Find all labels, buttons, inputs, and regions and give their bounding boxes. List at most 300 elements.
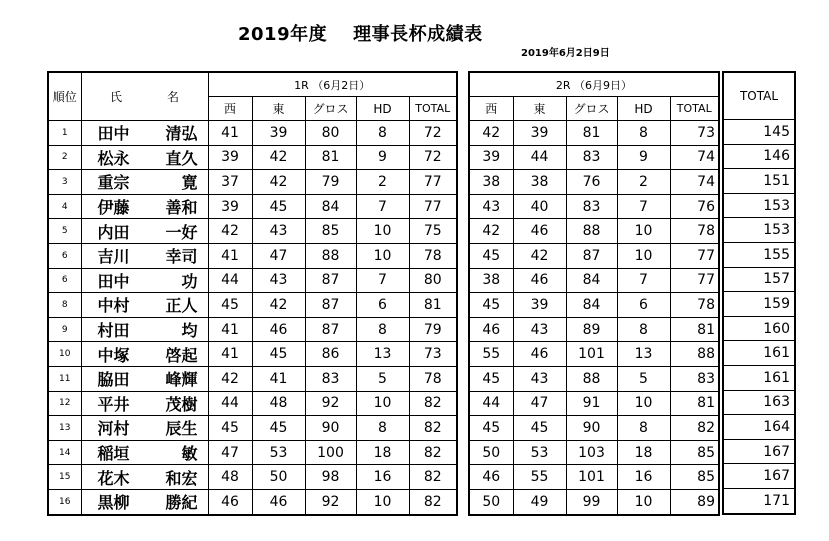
r2-total-cell: 74	[670, 145, 719, 170]
player-given-name: 勝紀	[165, 493, 198, 513]
player-name-cell	[81, 268, 208, 293]
player-family-name: 中塚	[97, 345, 130, 365]
r1-west-cell: 41	[208, 121, 252, 146]
table-row	[48, 465, 457, 490]
table-row	[469, 194, 719, 219]
table-row	[48, 219, 457, 244]
player-given-name: 幸司	[165, 247, 198, 267]
rank-cell: 6	[48, 243, 81, 268]
table-row	[48, 243, 457, 268]
r2-hd-cell: 8	[617, 416, 670, 441]
r2-gross-header: グロス	[566, 97, 617, 121]
r1-hd-cell: 10	[356, 489, 409, 514]
r2-west-cell: 45	[469, 366, 513, 391]
r2-west-cell: 55	[469, 342, 513, 367]
r2-west-cell: 42	[469, 121, 513, 146]
r1-hd-cell: 2	[356, 170, 409, 195]
rank-cell: 11	[48, 366, 81, 391]
r1-gross-cell: 87	[305, 317, 356, 342]
r2-gross-cell: 83	[566, 145, 617, 170]
r1-total-cell: 82	[409, 489, 457, 514]
rank-cell: 13	[48, 416, 81, 441]
r1-west-header: 西	[208, 97, 252, 121]
player-family-name: 黒柳	[97, 493, 130, 513]
name-header-given: 名	[166, 90, 179, 104]
table-row	[48, 440, 457, 465]
table-row	[723, 267, 795, 292]
r1-total-cell: 79	[409, 317, 457, 342]
table-row	[723, 242, 795, 267]
r1-gross-cell: 92	[305, 489, 356, 514]
grand-total-cell: 145	[723, 120, 795, 145]
r1-total-cell: 78	[409, 366, 457, 391]
player-name-cell	[81, 293, 208, 318]
r1-gross-cell: 83	[305, 366, 356, 391]
r2-west-cell: 38	[469, 170, 513, 195]
player-family-name: 花木	[97, 468, 130, 488]
grand-total-cell: 161	[723, 341, 795, 366]
r2-gross-cell: 101	[566, 342, 617, 367]
page-title	[238, 20, 483, 46]
player-family-name: 村田	[97, 321, 130, 341]
r1-west-cell: 46	[208, 489, 252, 514]
r1-total-cell: 73	[409, 342, 457, 367]
r2-west-cell: 45	[469, 416, 513, 441]
player-family-name: 松永	[97, 148, 130, 168]
r1-gross-cell: 92	[305, 391, 356, 416]
r2-east-cell: 46	[513, 219, 566, 244]
rank-cell: 9	[48, 317, 81, 342]
table-row	[723, 439, 795, 464]
r2-west-cell: 45	[469, 243, 513, 268]
r2-total-cell: 83	[670, 366, 719, 391]
r1-east-cell: 45	[252, 416, 305, 441]
round1-table	[47, 71, 458, 516]
r1-east-header: 東	[252, 97, 305, 121]
r1-hd-cell: 13	[356, 342, 409, 367]
player-family-name: 河村	[97, 419, 130, 439]
table-row	[48, 317, 457, 342]
r1-east-cell: 43	[252, 219, 305, 244]
player-given-name: 善和	[165, 198, 198, 218]
r1-east-cell: 45	[252, 194, 305, 219]
r1-gross-cell: 87	[305, 268, 356, 293]
r1-east-cell: 43	[252, 268, 305, 293]
table-row	[469, 465, 719, 490]
player-name-cell	[81, 440, 208, 465]
r2-hd-cell: 10	[617, 243, 670, 268]
table-row	[723, 218, 795, 243]
r1-east-cell: 50	[252, 465, 305, 490]
player-given-name: 敏	[181, 444, 198, 464]
player-name-cell	[81, 317, 208, 342]
grand-total-cell: 167	[723, 439, 795, 464]
r2-total-cell: 76	[670, 194, 719, 219]
player-family-name: 稲垣	[97, 444, 130, 464]
r2-hd-cell: 2	[617, 170, 670, 195]
r2-total-cell: 82	[670, 416, 719, 441]
player-given-name: 峰輝	[165, 370, 198, 390]
r1-east-cell: 46	[252, 489, 305, 514]
r1-gross-cell: 100	[305, 440, 356, 465]
r1-hd-cell: 8	[356, 121, 409, 146]
r1-east-cell: 47	[252, 243, 305, 268]
r1-gross-cell: 85	[305, 219, 356, 244]
r2-west-cell: 45	[469, 293, 513, 318]
r1-hd-header: HD	[356, 97, 409, 121]
table-row	[469, 440, 719, 465]
r1-west-cell: 37	[208, 170, 252, 195]
r2-gross-cell: 88	[566, 219, 617, 244]
r1-total-cell: 81	[409, 293, 457, 318]
r1-hd-cell: 16	[356, 465, 409, 490]
r2-total-cell: 81	[670, 317, 719, 342]
player-family-name: 田中	[97, 124, 130, 144]
table-row	[723, 488, 795, 513]
r1-east-cell: 45	[252, 342, 305, 367]
r1-total-cell: 80	[409, 268, 457, 293]
grand-total-cell: 146	[723, 144, 795, 169]
grand-total-table	[722, 71, 796, 515]
r1-total-cell: 72	[409, 145, 457, 170]
grand-total-cell: 160	[723, 316, 795, 341]
r2-east-cell: 40	[513, 194, 566, 219]
r2-gross-cell: 101	[566, 465, 617, 490]
name-header-family: 氏	[109, 90, 122, 104]
event-dates: 2019年6月2日9日	[521, 48, 610, 59]
rank-cell: 8	[48, 293, 81, 318]
r2-hd-cell: 10	[617, 391, 670, 416]
r2-east-cell: 42	[513, 243, 566, 268]
r1-total-header: TOTAL	[409, 97, 457, 121]
grand-total-header: TOTAL	[723, 72, 795, 120]
table-row	[48, 170, 457, 195]
r1-hd-cell: 10	[356, 219, 409, 244]
r1-hd-cell: 7	[356, 268, 409, 293]
r2-east-cell: 43	[513, 366, 566, 391]
table-row	[723, 316, 795, 341]
table-row	[469, 121, 719, 146]
r1-hd-cell: 5	[356, 366, 409, 391]
r2-east-cell: 49	[513, 489, 566, 514]
r2-east-cell: 43	[513, 317, 566, 342]
r1-west-cell: 44	[208, 391, 252, 416]
r2-gross-cell: 81	[566, 121, 617, 146]
player-name-cell	[81, 219, 208, 244]
player-family-name: 内田	[97, 222, 130, 242]
table-row	[48, 489, 457, 514]
r2-hd-cell: 5	[617, 366, 670, 391]
table-row	[723, 169, 795, 194]
table-row	[469, 366, 719, 391]
player-given-name: 均	[181, 321, 198, 341]
r2-gross-cell: 87	[566, 243, 617, 268]
r2-hd-cell: 9	[617, 145, 670, 170]
player-given-name: 茂樹	[165, 394, 198, 414]
r1-west-cell: 45	[208, 416, 252, 441]
r1-hd-cell: 18	[356, 440, 409, 465]
table-row	[469, 342, 719, 367]
r1-gross-cell: 80	[305, 121, 356, 146]
r2-east-cell: 39	[513, 293, 566, 318]
grand-total-cell: 153	[723, 193, 795, 218]
r2-gross-cell: 89	[566, 317, 617, 342]
table-row	[469, 293, 719, 318]
r2-gross-cell: 99	[566, 489, 617, 514]
r1-gross-cell: 86	[305, 342, 356, 367]
rank-cell: 12	[48, 391, 81, 416]
player-family-name: 中村	[97, 296, 130, 316]
r2-west-cell: 50	[469, 489, 513, 514]
player-family-name: 脇田	[97, 370, 130, 390]
r2-total-cell: 78	[670, 219, 719, 244]
grand-total-cell: 161	[723, 365, 795, 390]
r2-hd-cell: 13	[617, 342, 670, 367]
title-year: 2019年度	[238, 24, 328, 45]
r2-total-header: TOTAL	[670, 97, 719, 121]
rank-cell: 4	[48, 194, 81, 219]
table-row	[469, 391, 719, 416]
r1-hd-cell: 7	[356, 194, 409, 219]
r1-west-cell: 41	[208, 342, 252, 367]
r2-east-cell: 47	[513, 391, 566, 416]
r2-gross-cell: 90	[566, 416, 617, 441]
r2-gross-cell: 84	[566, 268, 617, 293]
table-row	[48, 416, 457, 441]
r2-gross-cell: 88	[566, 366, 617, 391]
r1-west-cell: 41	[208, 317, 252, 342]
rank-cell: 5	[48, 219, 81, 244]
round1-header: 1R （6月2日）	[208, 72, 457, 97]
rank-cell: 14	[48, 440, 81, 465]
r2-east-cell: 38	[513, 170, 566, 195]
r1-total-cell: 77	[409, 194, 457, 219]
r1-east-cell: 42	[252, 170, 305, 195]
r1-west-cell: 44	[208, 268, 252, 293]
player-given-name: 正人	[165, 296, 198, 316]
table-row	[48, 121, 457, 146]
r2-gross-cell: 103	[566, 440, 617, 465]
r2-hd-cell: 8	[617, 121, 670, 146]
r1-hd-cell: 8	[356, 317, 409, 342]
grand-total-cell: 155	[723, 242, 795, 267]
r2-east-cell: 46	[513, 268, 566, 293]
table-row	[469, 317, 719, 342]
r2-hd-cell: 10	[617, 489, 670, 514]
title-main: 理事長杯成績表	[353, 24, 483, 45]
rank-cell: 1	[48, 121, 81, 146]
r2-gross-cell: 83	[566, 194, 617, 219]
r1-total-cell: 78	[409, 243, 457, 268]
table-row	[723, 415, 795, 440]
rank-cell: 6	[48, 268, 81, 293]
r1-east-cell: 48	[252, 391, 305, 416]
r1-hd-cell: 9	[356, 145, 409, 170]
rank-header: 順位	[48, 72, 81, 121]
table-row	[469, 489, 719, 514]
r1-total-cell: 77	[409, 170, 457, 195]
r1-total-cell: 82	[409, 440, 457, 465]
rank-cell: 16	[48, 489, 81, 514]
r2-west-cell: 50	[469, 440, 513, 465]
r1-hd-cell: 10	[356, 243, 409, 268]
grand-total-cell: 164	[723, 415, 795, 440]
r2-total-cell: 81	[670, 391, 719, 416]
table-row	[48, 391, 457, 416]
round2-table	[468, 71, 720, 516]
r2-hd-cell: 16	[617, 465, 670, 490]
name-header	[81, 72, 208, 121]
r1-gross-cell: 88	[305, 243, 356, 268]
r1-hd-cell: 10	[356, 391, 409, 416]
r2-hd-cell: 7	[617, 268, 670, 293]
r1-west-cell: 45	[208, 293, 252, 318]
player-name-cell	[81, 465, 208, 490]
r1-gross-header: グロス	[305, 97, 356, 121]
r1-total-cell: 75	[409, 219, 457, 244]
table-row	[469, 416, 719, 441]
r2-total-cell: 77	[670, 243, 719, 268]
r2-hd-header: HD	[617, 97, 670, 121]
r1-east-cell: 42	[252, 293, 305, 318]
player-family-name: 重宗	[97, 173, 130, 193]
r2-west-cell: 39	[469, 145, 513, 170]
table-row	[48, 145, 457, 170]
table-row	[469, 268, 719, 293]
player-name-cell	[81, 194, 208, 219]
r2-west-cell: 38	[469, 268, 513, 293]
table-row	[469, 243, 719, 268]
player-given-name: 和宏	[165, 468, 198, 488]
r1-west-cell: 47	[208, 440, 252, 465]
player-given-name: 辰生	[165, 419, 198, 439]
r1-gross-cell: 87	[305, 293, 356, 318]
player-given-name: 一好	[165, 222, 198, 242]
r2-hd-cell: 8	[617, 317, 670, 342]
r2-east-cell: 55	[513, 465, 566, 490]
player-given-name: 功	[181, 271, 198, 291]
r1-west-cell: 39	[208, 145, 252, 170]
table-row	[48, 194, 457, 219]
r2-east-cell: 45	[513, 416, 566, 441]
r2-total-cell: 89	[670, 489, 719, 514]
r1-west-cell: 42	[208, 366, 252, 391]
r1-east-cell: 53	[252, 440, 305, 465]
grand-total-cell: 163	[723, 390, 795, 415]
r2-east-cell: 53	[513, 440, 566, 465]
r2-hd-cell: 7	[617, 194, 670, 219]
r2-east-header: 東	[513, 97, 566, 121]
r1-gross-cell: 79	[305, 170, 356, 195]
table-row	[723, 365, 795, 390]
r2-total-cell: 77	[670, 268, 719, 293]
r2-west-cell: 46	[469, 317, 513, 342]
r2-west-cell: 42	[469, 219, 513, 244]
r1-total-cell: 72	[409, 121, 457, 146]
table-row	[48, 293, 457, 318]
r1-east-cell: 41	[252, 366, 305, 391]
table-row	[723, 292, 795, 317]
table-row	[723, 390, 795, 415]
r2-total-cell: 74	[670, 170, 719, 195]
r2-hd-cell: 6	[617, 293, 670, 318]
player-name-cell	[81, 391, 208, 416]
r2-gross-cell: 84	[566, 293, 617, 318]
table-row	[723, 193, 795, 218]
player-name-cell	[81, 121, 208, 146]
grand-total-cell: 159	[723, 292, 795, 317]
r2-gross-cell: 91	[566, 391, 617, 416]
r1-gross-cell: 84	[305, 194, 356, 219]
player-name-cell	[81, 170, 208, 195]
r1-total-cell: 82	[409, 391, 457, 416]
r2-west-cell: 46	[469, 465, 513, 490]
table-row	[723, 464, 795, 489]
table-row	[48, 342, 457, 367]
round2-header: 2R （6月9日）	[469, 72, 719, 97]
player-given-name: 寛	[181, 173, 198, 193]
r1-east-cell: 42	[252, 145, 305, 170]
r1-gross-cell: 90	[305, 416, 356, 441]
table-row	[723, 144, 795, 169]
rank-cell: 10	[48, 342, 81, 367]
r2-total-cell: 85	[670, 440, 719, 465]
table-row	[723, 120, 795, 145]
r1-west-cell: 41	[208, 243, 252, 268]
r2-west-header: 西	[469, 97, 513, 121]
player-name-cell	[81, 366, 208, 391]
r2-west-cell: 44	[469, 391, 513, 416]
r2-total-cell: 73	[670, 121, 719, 146]
table-row	[48, 366, 457, 391]
rank-cell: 3	[48, 170, 81, 195]
table-row	[723, 341, 795, 366]
rank-cell: 15	[48, 465, 81, 490]
player-name-cell	[81, 243, 208, 268]
table-row	[48, 268, 457, 293]
grand-total-cell: 171	[723, 488, 795, 513]
r2-total-cell: 85	[670, 465, 719, 490]
r1-total-cell: 82	[409, 416, 457, 441]
player-family-name: 田中	[97, 271, 130, 291]
player-given-name: 啓起	[165, 345, 198, 365]
r2-east-cell: 39	[513, 121, 566, 146]
player-family-name: 吉川	[97, 247, 130, 267]
rank-cell: 2	[48, 145, 81, 170]
r2-west-cell: 43	[469, 194, 513, 219]
table-row	[469, 170, 719, 195]
r1-total-cell: 82	[409, 465, 457, 490]
table-row	[469, 219, 719, 244]
r2-hd-cell: 10	[617, 219, 670, 244]
grand-total-cell: 167	[723, 464, 795, 489]
r1-east-cell: 39	[252, 121, 305, 146]
player-given-name: 清弘	[165, 124, 198, 144]
r2-total-cell: 88	[670, 342, 719, 367]
r1-gross-cell: 81	[305, 145, 356, 170]
grand-total-cell: 157	[723, 267, 795, 292]
player-family-name: 伊藤	[97, 198, 130, 218]
r1-gross-cell: 98	[305, 465, 356, 490]
r1-hd-cell: 8	[356, 416, 409, 441]
r2-east-cell: 44	[513, 145, 566, 170]
player-name-cell	[81, 145, 208, 170]
r1-east-cell: 46	[252, 317, 305, 342]
player-name-cell	[81, 342, 208, 367]
player-name-cell	[81, 416, 208, 441]
r2-hd-cell: 18	[617, 440, 670, 465]
r2-gross-cell: 76	[566, 170, 617, 195]
